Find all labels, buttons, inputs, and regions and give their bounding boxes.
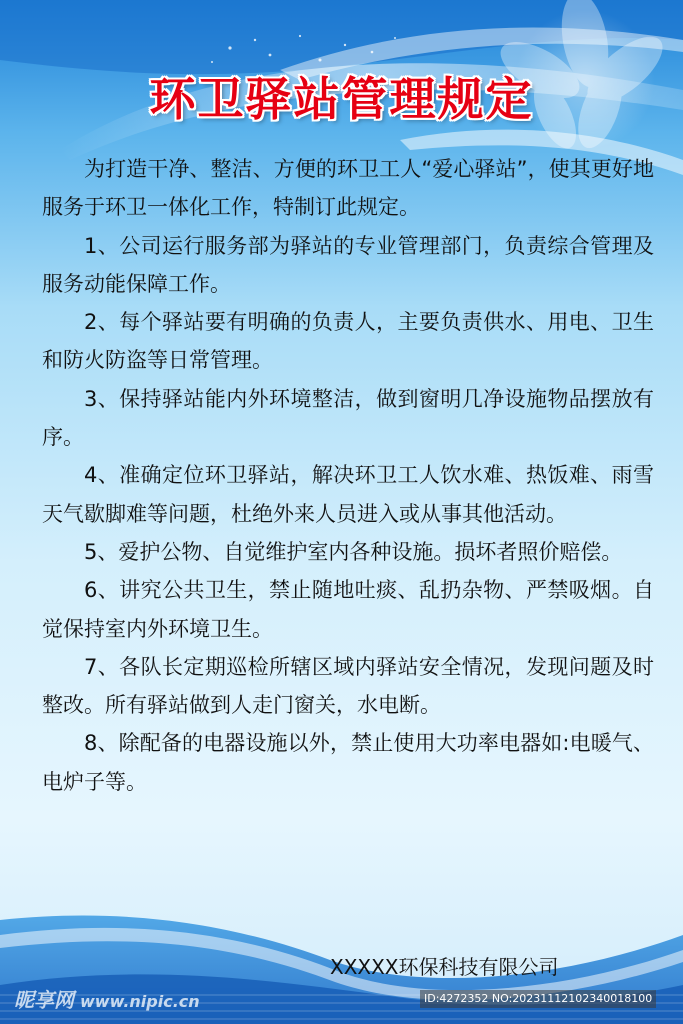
- rule-item-4: 4、准确定位环卫驿站，解决环卫工人饮水难、热饭难、雨雪天气歇脚难等问题，杜绝外来人员进入或从事其他活动。: [42, 463, 654, 526]
- watermark-brand: [14, 988, 200, 1014]
- rule-item-2: 2、每个驿站要有明确的负责人，主要负责供水、用电、卫生和防火防盗等日常管理。: [42, 310, 654, 373]
- intro-paragraph: 为打造干净、整洁、方便的环卫工人“爱心驿站”，使其更好地服务于环卫一体化工作，特制订此规定。: [42, 157, 654, 220]
- watermark-brand-text: 昵享网: [14, 988, 74, 1012]
- rule-item-8: 8、除配备的电器设施以外，禁止使用大功率电器如:电暖气、电炉子等。: [42, 731, 654, 794]
- rule-item-7: 7、各队长定期巡检所辖区域内驿站安全情况，发现问题及时整改。所有驿站做到人走门窗关，水电断。: [42, 654, 654, 718]
- rule-item-1: 1、公司运行服务部为驿站的专业管理部门，负责综合管理及服务动能保障工作。: [42, 233, 654, 296]
- poster-title: 环卫驿站管理规定: [149, 72, 534, 126]
- watermark-id: ID:4272352 NO:20231112102340018100: [420, 990, 656, 1008]
- company-name: XXXXX环保科技有限公司: [330, 955, 559, 979]
- regulation-text: [42, 150, 654, 801]
- rule-item-5: 5、爱护公物、自觉维护室内各种设施。损坏者照价赔偿。: [84, 539, 623, 564]
- rule-item-3: 3、保持驿站能内外环境整洁，做到窗明几净设施物品摆放有序。: [42, 386, 654, 450]
- watermark-url: www.nipic.cn: [80, 992, 200, 1011]
- rule-item-6: 6、讲究公共卫生，禁止随地吐痰、乱扔杂物、严禁吸烟。自觉保持室内外环境卫生。: [42, 578, 654, 641]
